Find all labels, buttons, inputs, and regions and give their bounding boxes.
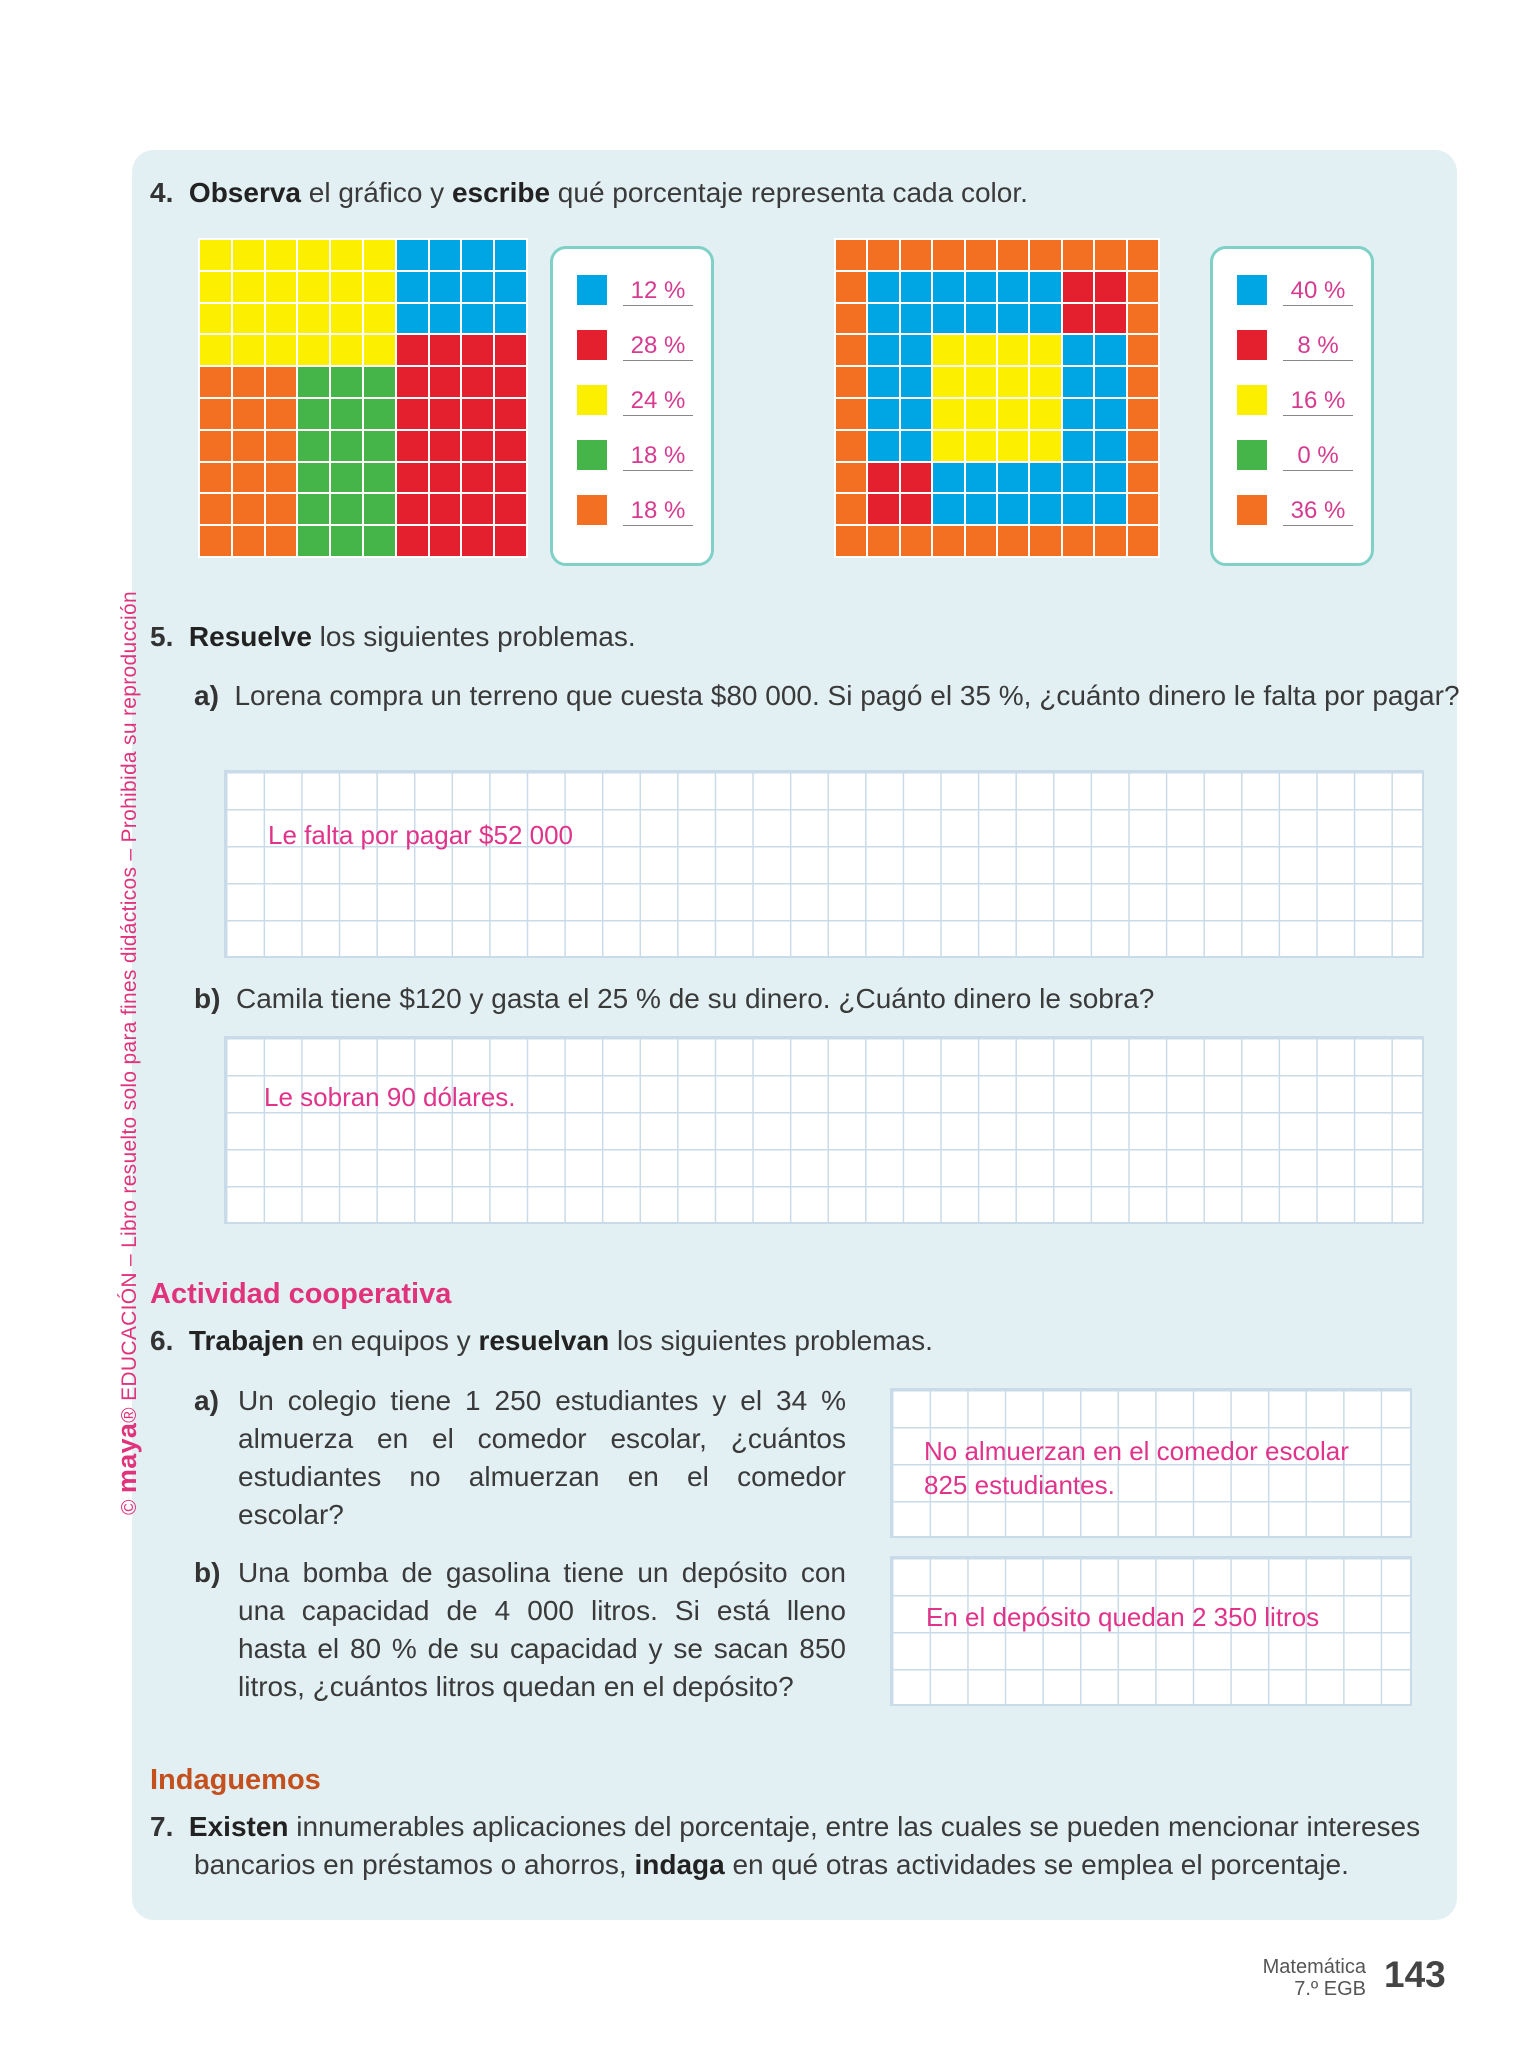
question-6b-text: Una bomba de gasolina tiene un depósito con una capacidad de 4 000 litros. Si está lleno hasta el 80 % de su capacidad y se sacan 850 litros, ¿cuántos litros quedan en el depósito? xyxy=(238,1557,846,1702)
grid-cell xyxy=(331,367,362,397)
grid-cell xyxy=(266,463,297,493)
grid-cell xyxy=(868,463,898,493)
grid-cell xyxy=(933,494,963,524)
red-swatch xyxy=(1237,330,1267,360)
grid-cell xyxy=(901,463,931,493)
percentage-grid-2 xyxy=(834,238,1160,558)
grid-cell xyxy=(998,272,1028,302)
grid-cell xyxy=(233,272,264,302)
grid-cell xyxy=(298,399,329,429)
grid-cell xyxy=(364,272,395,302)
grid-cell xyxy=(1095,335,1125,365)
grid-cell xyxy=(364,304,395,334)
grid-cell xyxy=(331,463,362,493)
answer-6a-line2: 825 estudiantes. xyxy=(924,1470,1115,1500)
grid-cell xyxy=(266,272,297,302)
grid-cell xyxy=(1095,367,1125,397)
grid-cell xyxy=(200,335,231,365)
grid-cell xyxy=(1128,335,1158,365)
grid-cell xyxy=(1095,399,1125,429)
grid-cell xyxy=(1030,304,1060,334)
grid-cell xyxy=(298,526,329,556)
grid-cell xyxy=(868,431,898,461)
grid-cell xyxy=(868,272,898,302)
grid-cell xyxy=(998,399,1028,429)
grid-cell xyxy=(966,399,996,429)
grid-cell xyxy=(933,526,963,556)
grid-cell xyxy=(331,240,362,270)
grid-cell xyxy=(364,367,395,397)
grid-cell xyxy=(331,431,362,461)
grid-cell xyxy=(430,240,461,270)
grid-cell xyxy=(966,431,996,461)
grid-cell xyxy=(331,335,362,365)
grid-cell xyxy=(200,272,231,302)
grid-cell xyxy=(901,304,931,334)
grid-cell xyxy=(397,367,428,397)
grid-cell xyxy=(1128,304,1158,334)
grid-cell xyxy=(1063,399,1093,429)
grid-cell xyxy=(200,240,231,270)
grid-cell xyxy=(364,240,395,270)
red-percent[interactable]: 28 % xyxy=(623,330,693,361)
grid-cell xyxy=(397,526,428,556)
grid-cell xyxy=(462,272,493,302)
indaguemos-heading: Indaguemos xyxy=(150,1764,321,1796)
grid-cell xyxy=(233,399,264,429)
question-6-prompt: 6. Trabajen en equipos y resuelvan los siguientes problemas. xyxy=(150,1325,933,1356)
grid-cell xyxy=(430,431,461,461)
grid-cell xyxy=(298,335,329,365)
grid-cell xyxy=(397,272,428,302)
grid-cell xyxy=(430,304,461,334)
grid-cell xyxy=(298,367,329,397)
grid-cell xyxy=(901,335,931,365)
page-number: 143 xyxy=(1384,1954,1446,1995)
grid-cell xyxy=(364,463,395,493)
answer-5b: Le sobran 90 dólares. xyxy=(264,1082,516,1112)
grid-cell xyxy=(966,272,996,302)
grid-cell xyxy=(462,240,493,270)
grid-cell xyxy=(462,304,493,334)
grid-cell xyxy=(1095,304,1125,334)
grid-cell xyxy=(495,240,526,270)
grid-cell xyxy=(836,399,866,429)
grid-cell xyxy=(901,431,931,461)
grid-cell xyxy=(1128,272,1158,302)
grid-cell xyxy=(836,240,866,270)
grid-cell xyxy=(495,304,526,334)
grid-cell xyxy=(966,494,996,524)
grid-cell xyxy=(933,463,963,493)
answer-5a: Le falta por pagar $52 000 xyxy=(268,820,574,850)
orange-swatch xyxy=(1237,495,1267,525)
orange-swatch xyxy=(577,495,607,525)
grid-cell xyxy=(998,240,1028,270)
grid-cell xyxy=(495,335,526,365)
grid-cell xyxy=(1030,272,1060,302)
grid-cell xyxy=(836,335,866,365)
grid-cell xyxy=(998,335,1028,365)
red-percent[interactable]: 8 % xyxy=(1283,330,1353,361)
grid-cell xyxy=(331,272,362,302)
grid-cell xyxy=(495,431,526,461)
grid-cell xyxy=(1063,240,1093,270)
grid-cell xyxy=(233,367,264,397)
grid-cell xyxy=(933,335,963,365)
grid-cell xyxy=(397,494,428,524)
grid-cell xyxy=(1063,463,1093,493)
answer-grid-5b[interactable] xyxy=(224,1036,1424,1224)
grid-cell xyxy=(868,335,898,365)
question-7-line2: bancarios en préstamos o ahorros, indaga en qué otras actividades se emplea el porcentaje. xyxy=(194,1849,1349,1880)
blue-swatch xyxy=(1237,275,1267,305)
grid-cell xyxy=(430,367,461,397)
grid-cell xyxy=(331,494,362,524)
grid-cell xyxy=(430,494,461,524)
grid-cell xyxy=(966,240,996,270)
grid-cell xyxy=(1095,463,1125,493)
grid-cell xyxy=(462,526,493,556)
grid-cell xyxy=(1030,431,1060,461)
grid-cell xyxy=(933,399,963,429)
grid-cell xyxy=(1030,494,1060,524)
grid-cell xyxy=(1063,494,1093,524)
grid-cell xyxy=(430,526,461,556)
grid-cell xyxy=(1030,335,1060,365)
grid-cell xyxy=(298,240,329,270)
grid-cell xyxy=(1128,240,1158,270)
grid-cell xyxy=(495,526,526,556)
grid-cell xyxy=(1128,399,1158,429)
grid-cell xyxy=(1095,431,1125,461)
grid-cell xyxy=(298,494,329,524)
grid-cell xyxy=(331,526,362,556)
copyright-sidebar: © maya® EDUCACIÓN – Libro resuelto solo para fines didácticos – Prohibida su reproducción xyxy=(112,591,142,1515)
grid-cell xyxy=(836,272,866,302)
grid-cell xyxy=(397,335,428,365)
grid-cell xyxy=(266,304,297,334)
grid-cell xyxy=(901,272,931,302)
grid-cell xyxy=(233,240,264,270)
grid-cell xyxy=(901,399,931,429)
grid-cell xyxy=(364,526,395,556)
grid-cell xyxy=(397,304,428,334)
grid-cell xyxy=(1030,240,1060,270)
grid-cell xyxy=(836,431,866,461)
grid-cell xyxy=(1128,526,1158,556)
grid-cell xyxy=(364,431,395,461)
grid-cell xyxy=(298,431,329,461)
legend-box-1 xyxy=(550,246,714,566)
grid-cell xyxy=(966,463,996,493)
grid-cell xyxy=(1030,526,1060,556)
question-5-prompt: 5. Resuelve los siguientes problemas. xyxy=(150,621,636,652)
grid-cell xyxy=(868,304,898,334)
grid-cell xyxy=(998,304,1028,334)
grid-cell xyxy=(998,526,1028,556)
grid-cell xyxy=(1095,240,1125,270)
grid-cell xyxy=(364,335,395,365)
question-6b-label: b) xyxy=(194,1557,221,1588)
grid-cell xyxy=(933,367,963,397)
grid-cell xyxy=(966,304,996,334)
grid-cell xyxy=(998,494,1028,524)
grid-cell xyxy=(495,272,526,302)
yellow-swatch xyxy=(1237,385,1267,415)
grid-cell xyxy=(966,526,996,556)
question-5a-text: a) Lorena compra un terreno que cuesta $80 000. Si pagó el 35 %, ¿cuánto dinero le falta por pagar? xyxy=(194,680,1460,711)
question-6a-label: a) xyxy=(194,1385,219,1416)
grid-cell xyxy=(495,494,526,524)
answer-6b: En el depósito quedan 2 350 litros xyxy=(926,1602,1320,1632)
grid-cell xyxy=(462,463,493,493)
grid-cell xyxy=(397,463,428,493)
grid-cell xyxy=(200,399,231,429)
legend-box-2 xyxy=(1210,246,1374,566)
grid-cell xyxy=(266,335,297,365)
grid-cell xyxy=(1063,367,1093,397)
answer-6a-line1: No almuerzan en el comedor escolar xyxy=(924,1436,1349,1466)
blue-percent[interactable]: 12 % xyxy=(623,275,693,306)
grid-cell xyxy=(836,304,866,334)
green-percent[interactable]: 0 % xyxy=(1283,440,1353,471)
grid-cell xyxy=(1095,272,1125,302)
grid-cell xyxy=(998,431,1028,461)
grid-cell xyxy=(233,494,264,524)
orange-percent[interactable]: 36 % xyxy=(1283,495,1353,526)
grid-cell xyxy=(1063,335,1093,365)
grid-cell xyxy=(430,463,461,493)
grid-cell xyxy=(233,526,264,556)
grid-cell xyxy=(200,304,231,334)
grid-cell xyxy=(901,526,931,556)
grid-cell xyxy=(364,399,395,429)
grid-cell xyxy=(1095,494,1125,524)
grid-cell xyxy=(1063,304,1093,334)
grid-cell xyxy=(298,463,329,493)
grid-cell xyxy=(233,335,264,365)
grid-cell xyxy=(430,335,461,365)
yellow-percent[interactable]: 16 % xyxy=(1283,385,1353,416)
grid-cell xyxy=(901,240,931,270)
percentage-grid-1 xyxy=(198,238,528,558)
grid-cell xyxy=(1063,431,1093,461)
yellow-percent[interactable]: 24 % xyxy=(623,385,693,416)
grid-cell xyxy=(200,494,231,524)
grid-cell xyxy=(1030,367,1060,397)
grid-cell xyxy=(495,463,526,493)
grid-cell xyxy=(331,399,362,429)
grid-cell xyxy=(430,272,461,302)
grid-cell xyxy=(266,240,297,270)
grid-cell xyxy=(266,431,297,461)
grid-cell xyxy=(868,240,898,270)
grid-cell xyxy=(933,431,963,461)
grid-cell xyxy=(998,367,1028,397)
grid-cell xyxy=(397,240,428,270)
grid-cell xyxy=(495,367,526,397)
grid-cell xyxy=(266,526,297,556)
grid-cell xyxy=(933,304,963,334)
grid-cell xyxy=(266,494,297,524)
grid-cell xyxy=(868,526,898,556)
grid-cell xyxy=(298,304,329,334)
grid-cell xyxy=(836,463,866,493)
grid-cell xyxy=(200,526,231,556)
grid-cell xyxy=(1063,272,1093,302)
grid-cell xyxy=(1128,431,1158,461)
yellow-swatch xyxy=(577,385,607,415)
grid-cell xyxy=(998,463,1028,493)
grid-cell xyxy=(233,431,264,461)
red-swatch xyxy=(577,330,607,360)
orange-percent[interactable]: 18 % xyxy=(623,495,693,526)
grid-cell xyxy=(1063,526,1093,556)
grid-cell xyxy=(836,494,866,524)
grid-cell xyxy=(1030,399,1060,429)
footer-subject: Matemática 7.º EGB xyxy=(1262,1956,1366,2000)
grid-cell xyxy=(462,431,493,461)
grid-cell xyxy=(1128,463,1158,493)
grid-cell xyxy=(868,367,898,397)
question-4-prompt: 4. Observa el gráfico y escribe qué porcentaje representa cada color. xyxy=(150,177,1028,208)
grid-cell xyxy=(462,399,493,429)
grid-cell xyxy=(462,335,493,365)
grid-cell xyxy=(1128,494,1158,524)
grid-cell xyxy=(836,367,866,397)
grid-cell xyxy=(462,494,493,524)
grid-cell xyxy=(1095,526,1125,556)
grid-cell xyxy=(1128,367,1158,397)
grid-cell xyxy=(430,399,461,429)
grid-cell xyxy=(868,399,898,429)
grid-cell xyxy=(933,272,963,302)
grid-cell xyxy=(200,463,231,493)
grid-cell xyxy=(364,494,395,524)
question-7-line1: 7. Existen innumerables aplicaciones del porcentaje, entre las cuales se pueden mencionar intereses xyxy=(150,1811,1421,1842)
answer-grid-5a[interactable] xyxy=(224,770,1424,958)
question-6a-text: Un colegio tiene 1 250 estudiantes y el 34 % almuerza en el comedor escolar, ¿cuántos estudiantes no almuerzan en el comedor escolar? xyxy=(238,1385,846,1530)
blue-percent[interactable]: 40 % xyxy=(1283,275,1353,306)
grid-cell xyxy=(233,463,264,493)
grid-cell xyxy=(966,335,996,365)
grid-cell xyxy=(933,240,963,270)
grid-cell xyxy=(901,367,931,397)
grid-cell xyxy=(331,304,362,334)
grid-cell xyxy=(397,431,428,461)
grid-cell xyxy=(495,399,526,429)
grid-cell xyxy=(462,367,493,397)
question-5b-text: b) Camila tiene $120 y gasta el 25 % de su dinero. ¿Cuánto dinero le sobra? xyxy=(194,983,1155,1014)
grid-cell xyxy=(397,399,428,429)
green-percent[interactable]: 18 % xyxy=(623,440,693,471)
grid-cell xyxy=(966,367,996,397)
grid-cell xyxy=(1030,463,1060,493)
grid-cell xyxy=(200,431,231,461)
grid-cell xyxy=(266,399,297,429)
cooperative-activity-heading: Actividad cooperativa xyxy=(150,1278,452,1310)
grid-cell xyxy=(233,304,264,334)
grid-cell xyxy=(266,367,297,397)
grid-cell xyxy=(836,526,866,556)
grid-cell xyxy=(298,272,329,302)
grid-cell xyxy=(200,367,231,397)
grid-cell xyxy=(868,494,898,524)
grid-cell xyxy=(901,494,931,524)
green-swatch xyxy=(1237,440,1267,470)
green-swatch xyxy=(577,440,607,470)
blue-swatch xyxy=(577,275,607,305)
